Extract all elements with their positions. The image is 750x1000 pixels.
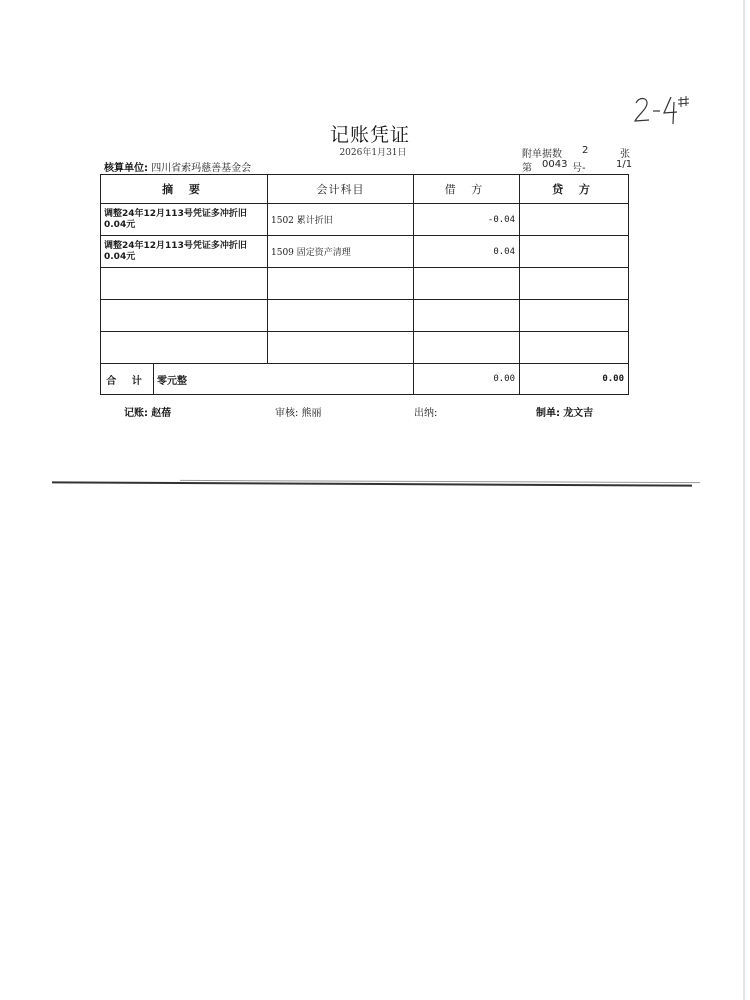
voucher-title: 记账凭证 [329, 124, 410, 146]
voucher-no-page: 1/1 [616, 159, 633, 170]
preparer-label: 制单: [536, 408, 560, 419]
signature-bookkeeper [124, 404, 171, 419]
header-summary: 摘 要 [101, 175, 268, 204]
cashier-label: 出纳: [414, 408, 438, 419]
total-credit: 0.00 [520, 364, 629, 395]
attachments-label: 附单据数 [522, 149, 562, 160]
summary-cell [101, 268, 268, 300]
account-cell [268, 300, 414, 332]
voucher-no-number: 0043 [542, 159, 568, 170]
account-cell [268, 332, 414, 364]
debit-cell [414, 268, 520, 300]
attachments-unit: 张 [620, 149, 630, 160]
summary-cell [101, 236, 268, 268]
table-header-row [101, 175, 629, 204]
account-cell [268, 268, 414, 300]
credit-cell [520, 204, 629, 236]
handwritten-note-drawing [633, 93, 693, 127]
signature-preparer [536, 404, 593, 419]
reviewer-name: 熊丽 [301, 408, 322, 419]
summary-line: 0.04元 [104, 219, 136, 230]
summary-cell [101, 332, 268, 364]
total-label-cell [101, 364, 414, 395]
signature-cashier [414, 404, 437, 419]
voucher-date: 2026年1月31日 [339, 148, 407, 158]
summary-line: 调整24年12月113号凭证多冲折旧 [104, 240, 247, 251]
credit-cell [520, 236, 629, 268]
credit-cell [520, 268, 629, 300]
table-row [101, 236, 629, 268]
header-credit: 贷 方 [520, 175, 629, 204]
debit-cell: -0.04 [414, 204, 520, 236]
preparer-name: 龙文吉 [563, 408, 594, 419]
summary-cell [101, 300, 268, 332]
bookkeeper-name: 赵蓓 [151, 408, 172, 419]
summary-line: 调整24年12月113号凭证多冲折旧 [104, 208, 247, 219]
debit-cell [414, 300, 520, 332]
account-cell: 1509 固定资产清理 [268, 236, 414, 268]
total-debit: 0.00 [414, 364, 520, 395]
table-row [101, 268, 629, 300]
handwritten-note [633, 93, 693, 127]
unit-name: 四川省索玛慈善基金会 [151, 163, 252, 174]
unit-label: 核算单位: [104, 163, 148, 174]
voucher-table [100, 174, 629, 395]
debit-cell: 0.04 [414, 236, 520, 268]
total-row [101, 364, 629, 395]
credit-cell [520, 332, 629, 364]
table-row [101, 332, 629, 364]
attachments-count: 2 [582, 145, 589, 156]
credit-cell [520, 300, 629, 332]
bookkeeper-label: 记账: [124, 408, 148, 419]
table-row [101, 204, 629, 236]
summary-line: 0.04元 [104, 251, 136, 262]
accounting-unit [104, 159, 251, 174]
debit-cell [414, 332, 520, 364]
header-debit: 借 方 [414, 175, 520, 204]
signature-reviewer [275, 404, 322, 419]
total-label: 合 计 [106, 375, 148, 387]
voucher-no-prefix: 第 [522, 163, 532, 174]
voucher-no-suffix: 号- [572, 163, 586, 174]
summary-cell [101, 204, 268, 236]
table-row [101, 300, 629, 332]
header-account: 会计科目 [268, 175, 414, 204]
total-in-words: 零元整 [153, 364, 413, 394]
account-cell: 1502 累计折旧 [268, 204, 414, 236]
reviewer-label: 审核: [275, 408, 299, 419]
scan-edge [743, 0, 745, 1000]
